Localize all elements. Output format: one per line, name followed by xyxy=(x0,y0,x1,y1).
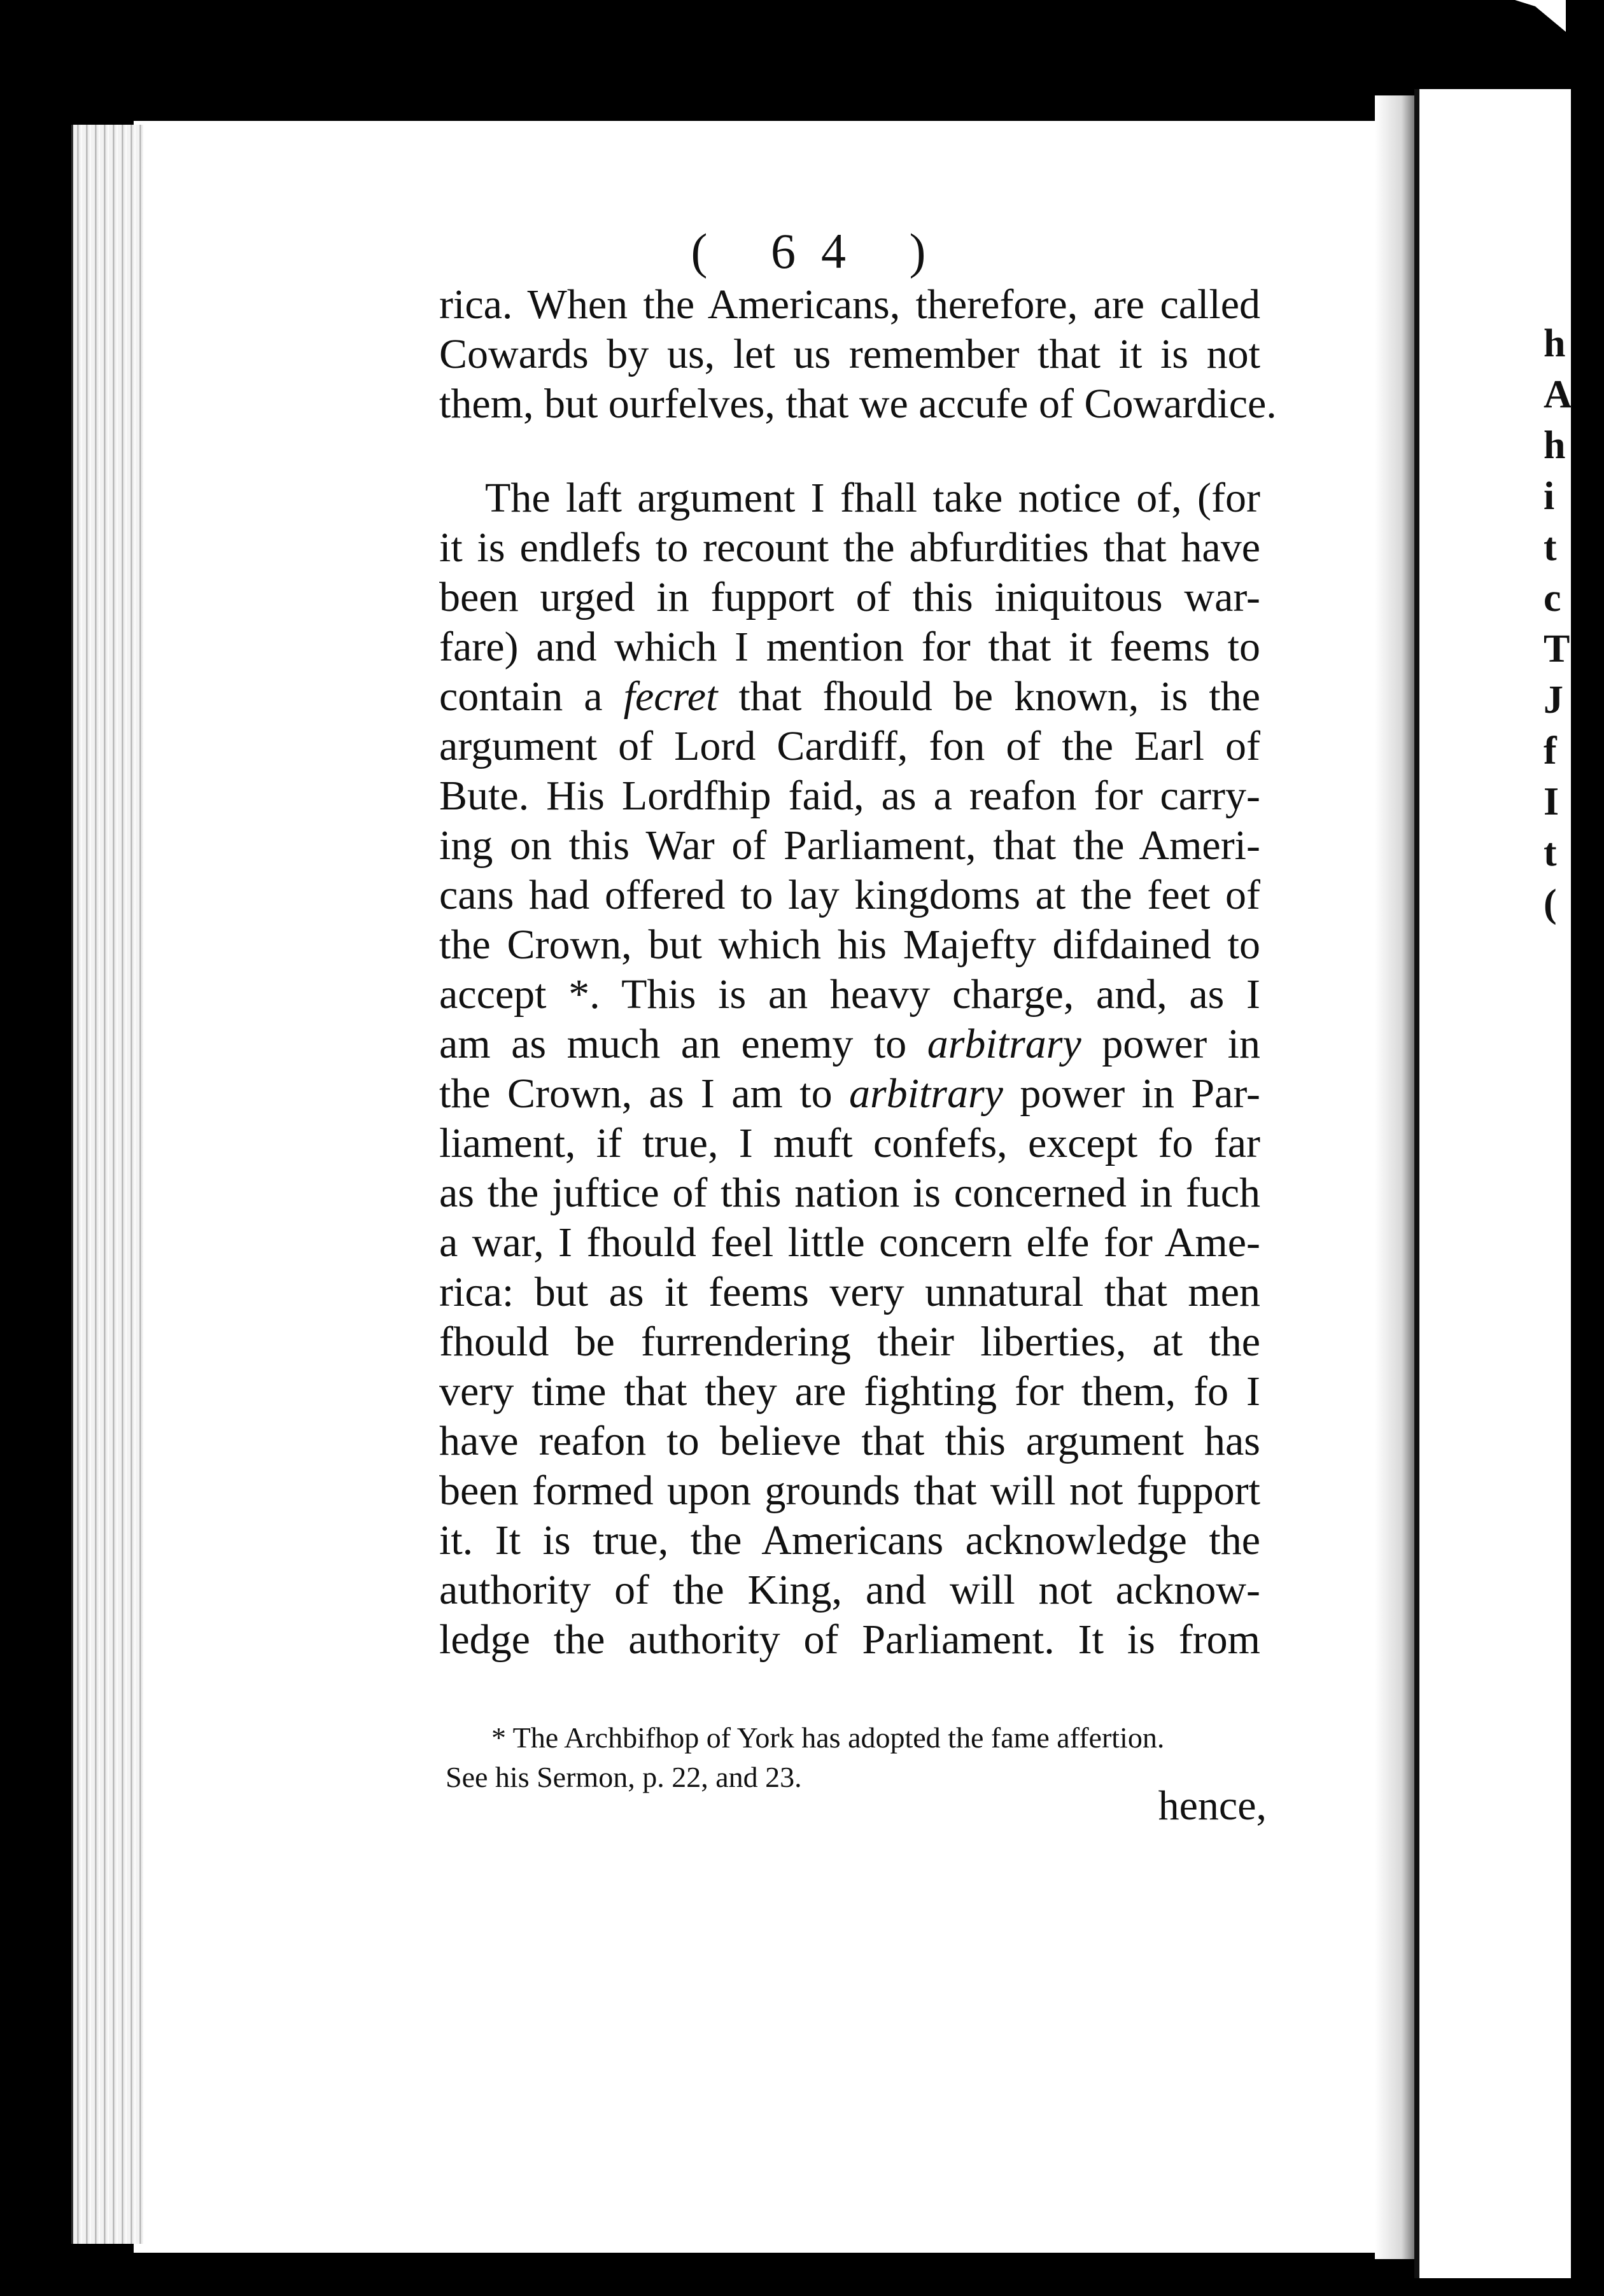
facing-page-letter: f xyxy=(1544,729,1557,773)
page-number: ( 64 ) xyxy=(691,223,952,279)
facing-page-letter: h xyxy=(1544,322,1566,365)
text-line: a war, I fhould feel little concern elfe for Ame- xyxy=(439,1219,1260,1266)
text-line: ing on this War of Parliament, that the Ameri- xyxy=(439,822,1260,869)
facing-page-letter: ( xyxy=(1544,882,1557,925)
facing-page-text xyxy=(1544,318,1572,929)
paragraph-gap xyxy=(439,429,1260,473)
text-line: as the juftice of this nation is concerned in fuch xyxy=(439,1170,1260,1216)
italic-word: arbitrary xyxy=(848,1070,1003,1117)
footnote-line: See his Sermon, p. 22, and 23. xyxy=(446,1761,802,1793)
text-line: liament, if true, I muft confefs, except fo far xyxy=(439,1120,1260,1166)
paragraph xyxy=(439,473,1260,1665)
paragraph xyxy=(439,280,1277,429)
facing-page-letter: i xyxy=(1544,475,1555,518)
facing-page-letter: J xyxy=(1544,678,1563,722)
footnote xyxy=(446,1718,1267,1797)
text-line: fhould be furrendering their liberties, at the xyxy=(439,1319,1260,1365)
text-line: Bute. His Lordfhip faid, as a reafon for carry- xyxy=(439,773,1260,819)
text-line: authority of the King, and will not acknow- xyxy=(439,1567,1260,1613)
text-line: fare) and which I mention for that it feems to xyxy=(439,624,1260,670)
text-line: Cowards by us, let us remember that it is not xyxy=(439,331,1260,377)
text-line: The laft argument I fhall take notice of, (for xyxy=(485,475,1260,521)
italic-word: arbitrary xyxy=(927,1021,1081,1067)
body-text xyxy=(439,280,1277,1665)
text-line: have reafon to believe that this argument has xyxy=(439,1418,1260,1464)
facing-page-letter: h xyxy=(1544,424,1566,467)
italic-word: fecret xyxy=(623,673,718,720)
text-line: rica. When the Americans, therefore, are called xyxy=(439,281,1260,328)
facing-page-letter: t xyxy=(1544,526,1557,569)
text-line: accept *. This is an heavy charge, and, as I xyxy=(439,971,1260,1018)
text-line: cans had offered to lay kingdoms at the feet of xyxy=(439,872,1260,918)
text-line: am as much an enemy to arbitrary power in xyxy=(439,1021,1260,1067)
gutter-shadow xyxy=(1375,95,1419,2259)
text-line: contain a fecret that fhould be known, is the xyxy=(439,673,1260,720)
text-line: them, but ourfelves, that we accufe of Cowardice. xyxy=(439,381,1277,427)
text-line: it is endlefs to recount the abfurdities that have xyxy=(439,524,1260,571)
text-line: it. It is true, the Americans acknowledge the xyxy=(439,1517,1260,1564)
facing-page-letter: c xyxy=(1544,577,1561,620)
footnote-line: * The Archbifhop of York has adopted the fame affertion. xyxy=(491,1721,1165,1754)
facing-page-letter: I xyxy=(1544,780,1559,823)
catchword: hence, xyxy=(1158,1782,1267,1829)
text-line: been formed upon grounds that will not fupport xyxy=(439,1467,1260,1514)
text-line: argument of Lord Cardiff, fon of the Earl of xyxy=(439,723,1260,769)
corner-scrap xyxy=(1515,0,1566,32)
facing-page-letter: A xyxy=(1544,373,1572,416)
text-line: very time that they are fighting for them, fo I xyxy=(439,1368,1260,1415)
text-line: the Crown, as I am to arbitrary power in Par- xyxy=(439,1070,1260,1117)
facing-page-letter: T xyxy=(1544,627,1570,671)
text-line: ledge the authority of Parliament. It is from xyxy=(439,1616,1260,1663)
text-line: rica: but as it feems very unnatural that men xyxy=(439,1269,1260,1315)
text-line: the Crown, but which his Majefty difdained to xyxy=(439,921,1260,968)
text-line: been urged in fupport of this iniquitous war- xyxy=(439,574,1260,620)
facing-page-letter: t xyxy=(1544,831,1557,874)
page-edges xyxy=(71,125,143,2244)
